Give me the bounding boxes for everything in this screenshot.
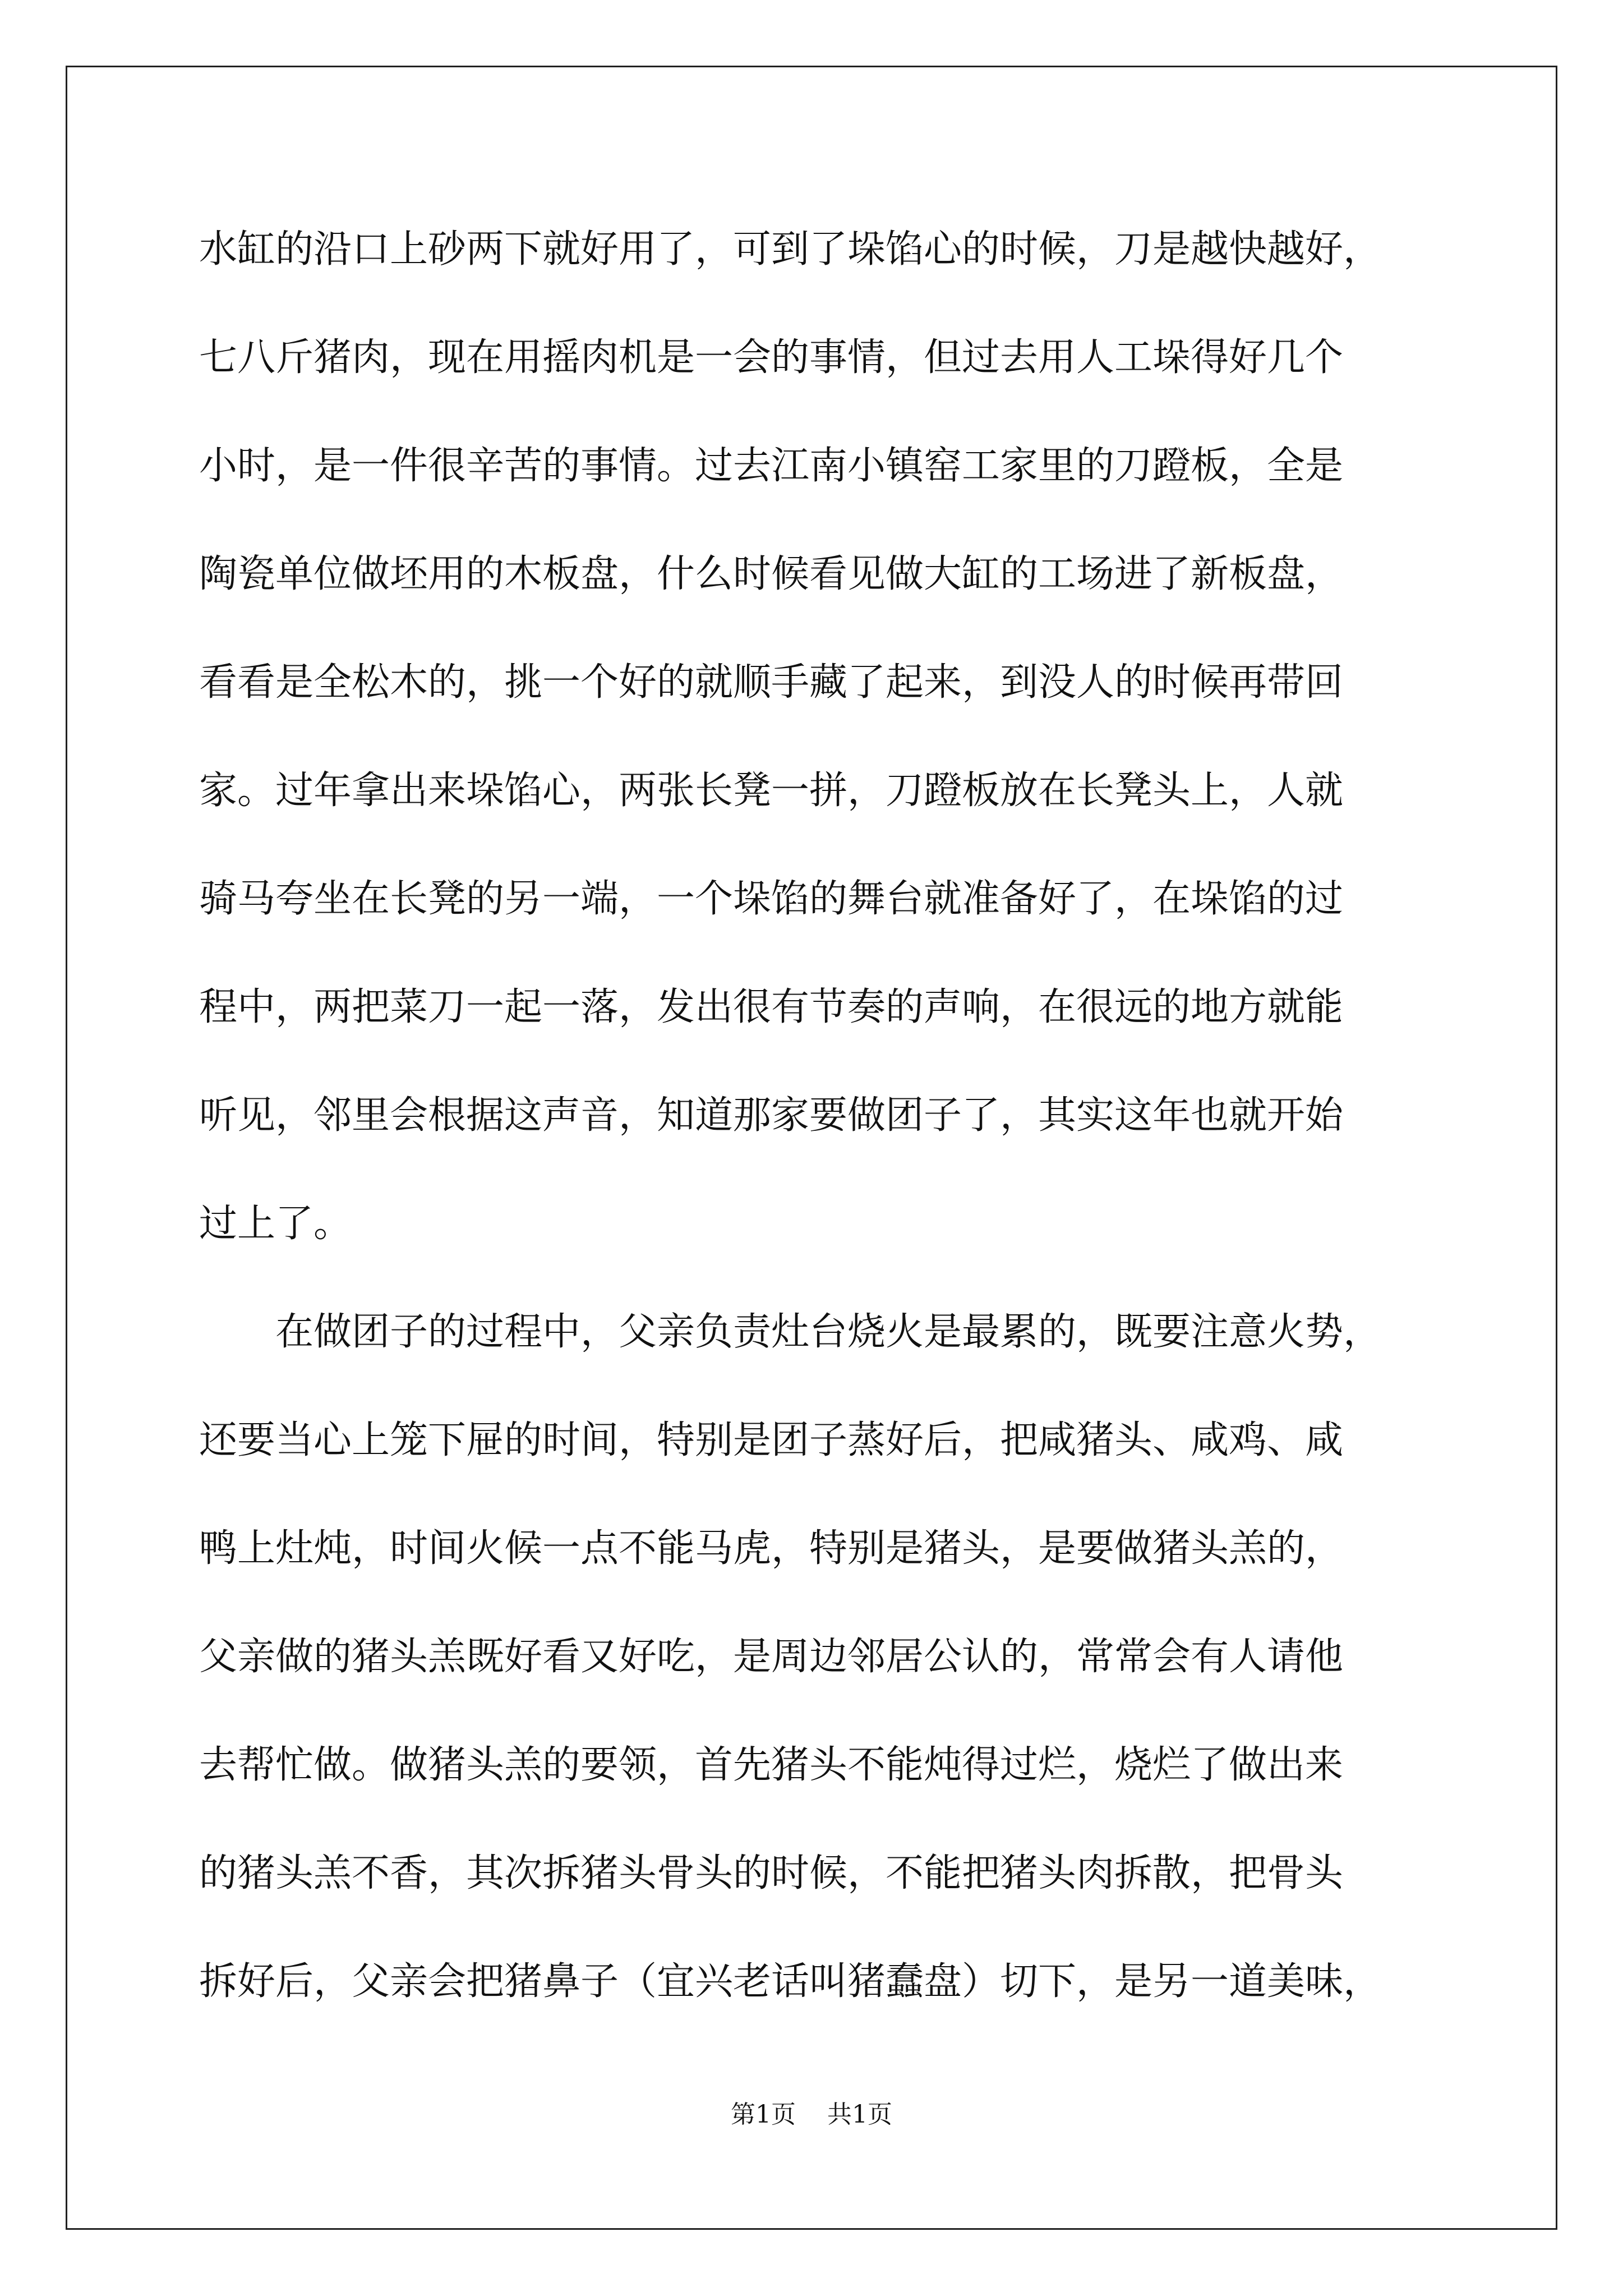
text-line: 去帮忙做。做猪头羔的要领，首先猪头不能炖得过烂，烧烂了做出来 — [199, 1743, 1344, 1787]
text-line: 小时，是一件很辛苦的事情。过去江南小镇窑工家里的刀蹬板，全是 — [199, 444, 1344, 488]
text-line: 拆好后，父亲会把猪鼻子（宜兴老话叫猪蠢盘）切下，是另一道美味， — [199, 1959, 1382, 2004]
text-line: 七八斤猪肉，现在用摇肉机是一会的事情，但过去用人工垛得好几个 — [199, 335, 1344, 380]
text-line: 鸭上灶炖，时间火候一点不能马虎，特别是猪头，是要做猪头羔的， — [199, 1526, 1344, 1571]
text-line: 看看是全松木的，挑一个好的就顺手藏了起来，到没人的时候再带回 — [199, 660, 1344, 705]
text-line: 父亲做的猪头羔既好看又好吃，是周边邻居公认的，常常会有人请他 — [199, 1635, 1344, 1679]
text-line: 陶瓷单位做坯用的木板盘，什么时候看见做大缸的工场进了新板盘， — [199, 552, 1344, 596]
text-line: 过上了。 — [199, 1202, 352, 1246]
text-line: 听见，邻里会根据这声音，知道那家要做团子了，其实这年也就开始 — [199, 1093, 1344, 1138]
text-line: 程中，两把菜刀一起一落，发出很有节奏的声响，在很远的地方就能 — [199, 985, 1344, 1029]
text-line: 骑马夸坐在长凳的另一端，一个垛馅的舞台就准备好了，在垛馅的过 — [199, 877, 1344, 921]
text-line: 家。过年拿出来垛馅心，两张长凳一拼，刀蹬板放在长凳头上，人就 — [199, 769, 1344, 813]
text-line: 水缸的沿口上砂两下就好用了，可到了垛馅心的时候，刀是越快越好， — [199, 227, 1382, 272]
page-total: 共1页 — [827, 2100, 892, 2129]
text-line: 的猪头羔不香，其次拆猪头骨头的时候，不能把猪头肉拆散，把骨头 — [199, 1851, 1344, 1895]
text-line: 还要当心上笼下屉的时间，特别是团子蒸好后，把咸猪头、咸鸡、咸 — [199, 1418, 1344, 1462]
paragraph-start-line: 在做团子的过程中，父亲负责灶台烧火是最累的，既要注意火势， — [199, 1310, 1382, 1354]
page-footer — [0, 2098, 1623, 2132]
page-number: 第1页 — [731, 2100, 796, 2129]
